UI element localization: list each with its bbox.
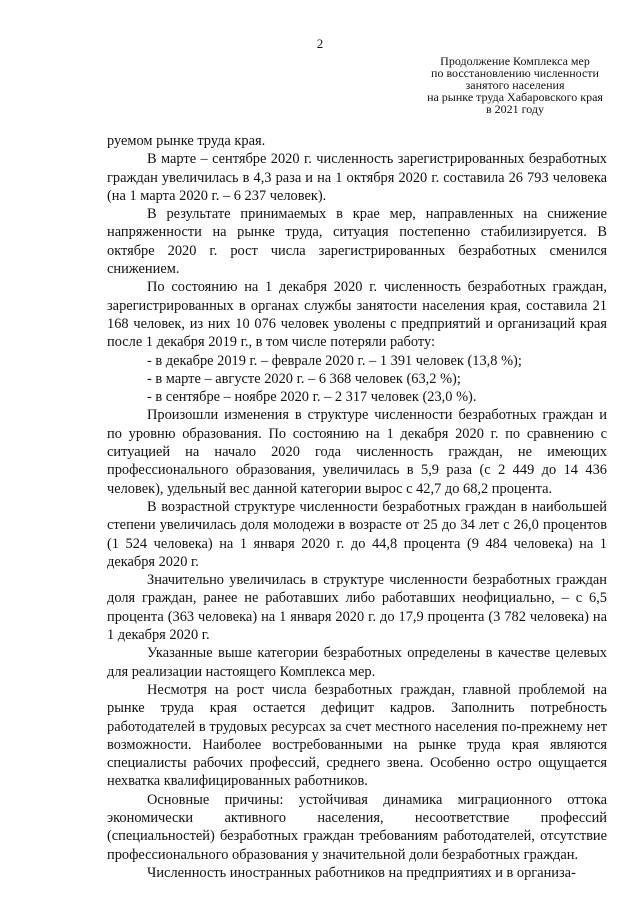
paragraph: Основные причины: устойчивая динамика миграционного оттока экономически активного населения, несоответствие профессий (специальностей) безработных граждан требованиям работодателей, отсутствие профессионального образования у значительной доли безработных граждан. [107,791,607,863]
list-item: - в декабре 2019 г. – феврале 2020 г. – 1 391 человек (13,8 %); [147,352,522,369]
document-header-note [400,55,630,115]
header-line: по восстановлению численности [431,66,599,80]
paragraph: В марте – сентябре 2020 г. численность зарегистрированных безработных граждан увеличилась в 4,3 раза и на 1 октября 2020 г. составила 26 793 человека (на 1 марта 2020 г. – 6 237 человек). [107,151,607,204]
paragraph: Произошли изменения в структуре численности безработных граждан и по уровню образования. По состоянию на 1 декабря 2020 г. по сравнению с ситуацией на начало 2020 года численность граждан, не имеющих профессионального образования, увеличилась в 5,9 раза (с 2 449 до 14 436 человек), удельный вес данной категории вырос с 42,7 до 68,2 процента. [107,407,607,497]
paragraph: Значительно увеличилась в структуре численности безработных граждан доля граждан, ранее не работавших либо работавших неофициально, – с 6,5 процента (363 человека) на 1 января 2020 г. до 17,9 процента (3 782 человека) на 1 декабря 2020 г. [107,572,607,644]
page-number: 2 [316,36,324,51]
header-line: Продолжение Комплекса мер [440,54,590,68]
header-line: на рынке труда Хабаровского края [427,90,603,104]
header-line: занятого населения [465,78,565,92]
paragraph-truncated: Численность иностранных работников на предприятиях и в организа- [147,864,576,881]
list-item: - в марте – августе 2020 г. – 6 368 человек (63,2 %); [147,370,461,387]
paragraph: Указанные выше категории безработных определены в качестве целевых для реализации настоящего Комплекса мер. [107,645,607,680]
list-item: - в сентябре – ноябре 2020 г. – 2 317 человек (23,0 %). [147,389,477,406]
document-body [107,132,607,882]
paragraph: В результате принимаемых в крае мер, направленных на снижение напряженности на рынке труда, ситуация постепенно стабилизируется. В октябре 2020 г. рост числа зарегистрированных безработных сменился снижением. [107,206,607,278]
paragraph: В возрастной структуре численности безработных граждан в наибольшей степени увеличилась доля молодежи в возрасте от 25 до 34 лет с 26,0 процентов (1 524 человека) на 1 января 2020 г. до 44,8 процента (9 484 человека) на 1 декабря 2020 г. [107,498,607,570]
paragraph-continuation: руемом рынке труда края. [107,133,266,149]
header-line: в 2021 году [485,102,545,116]
paragraph: Несмотря на рост числа безработных граждан, главной проблемой на рынке труда края остается дефицит кадров. Заполнить потребность работодателей в трудовых ресурсах за счет местного населения по-прежнему нет возможности. Наиболее востребованными на рынке труда края являются специалисты рабочих профессий, среднего звена. Особенно остро ощущается нехватка квалифицированных работников. [107,681,607,790]
paragraph: По состоянию на 1 декабря 2020 г. численность безработных граждан, зарегистрированных в органах службы занятости населения края, составила 21 168 человек, из них 10 076 человек уволены с предприятий и организаций края после 1 декабря 2019 г., в том числе потеряли работу: [107,279,607,351]
